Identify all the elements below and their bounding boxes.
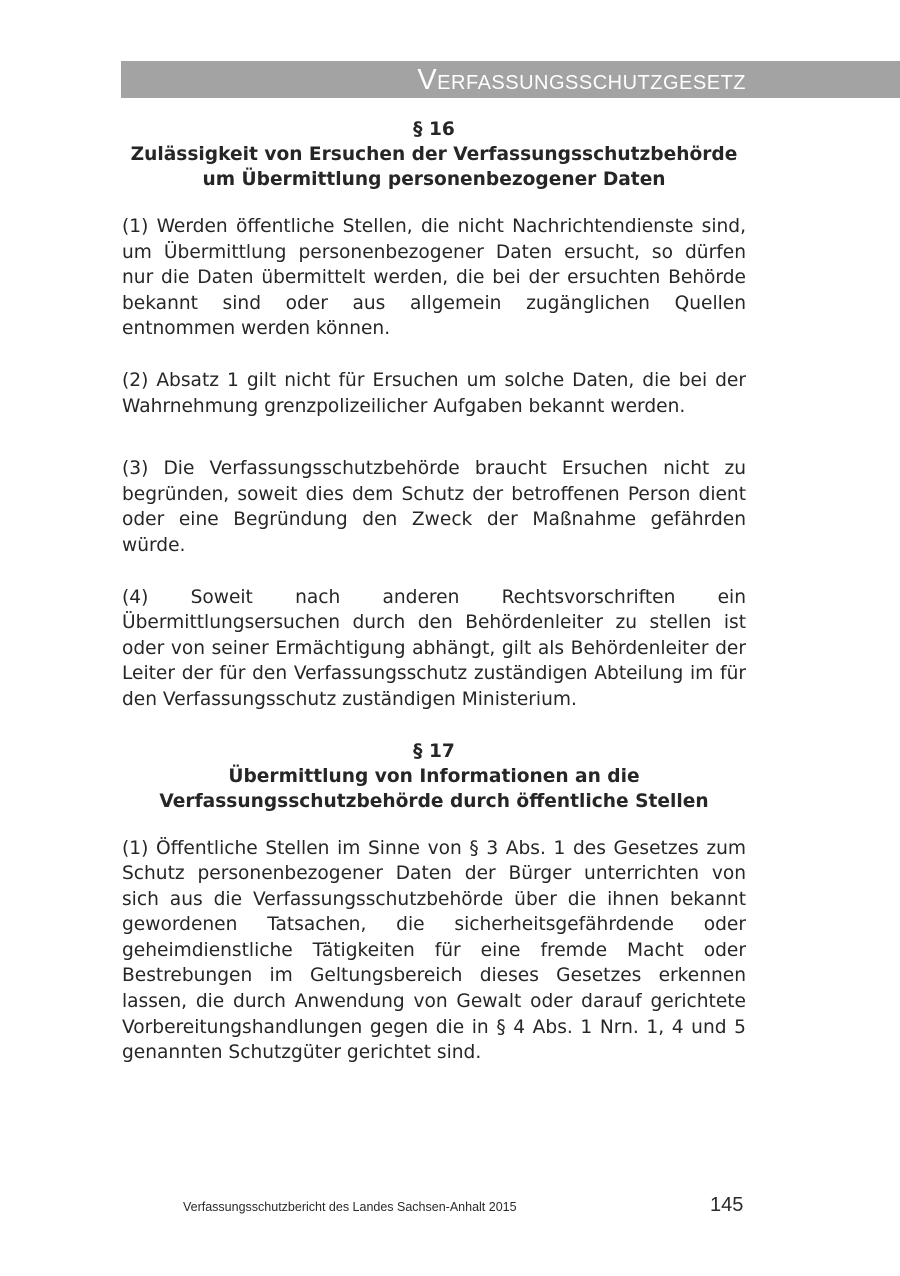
- section-16-paragraph-3: (3) Die Verfassungsschutzbehörde braucht Ersuchen nicht zu begründen, soweit dies dem Schutz der betroffenen Person dient oder eine Begründung den Zweck der Maßnahme gefährden würde.: [122, 458, 746, 556]
- footer-publication-title: Verfassungsschutzbericht des Landes Sachsen-Anhalt 2015: [183, 1200, 517, 1214]
- section-17-title-line1: Übermittlung von Informationen an die: [228, 765, 640, 787]
- document-body: [122, 117, 746, 1066]
- section-17-paragraph-1: (1) Öffentliche Stellen im Sinne von § 3 Abs. 1 des Gesetzes zum Schutz personenbezogener Daten der Bürger unterrichten von sich aus die Verfassungsschutzbehörde über die ihnen bekannt gewordenen Tatsachen, die sicherheitsgefährdende oder geheimdienstliche Tätigkeiten für eine fremde Macht oder Bestrebungen im Geltungsbereich dieses Gesetzes erkennen lassen, die durch Anwendung von Gewalt oder darauf gerichtete Vorbereitungshandlungen gegen die in § 4 Abs. 1 Nrn. 1, 4 und 5 genannten Schutzgüter gerichtet sind.: [122, 837, 746, 1064]
- section-16-title-line2: um Übermittlung personenbezogener Daten: [202, 169, 666, 190]
- section-17-number: § 17: [413, 740, 455, 762]
- section-16-title-line1: Zulässigkeit von Ersuchen der Verfassungsschutzbehörde: [130, 144, 738, 165]
- section-16-paragraph-4: (4) Soweit nach anderen Rechtsvorschriften ein Übermittlungsersuchen durch den Behördenleiter zu stellen ist oder von seiner Ermächtigung abhängt, gilt als Behördenleiter der Leiter der für den Verfassungsschutz zuständigen Abteilung im für den Verfassungsschutz zuständigen Ministerium.: [122, 586, 746, 710]
- section-17-title-line2: Verfassungsschutzbehörde durch öffentliche Stellen: [159, 790, 709, 812]
- running-header-title: Verfassungsschutzgesetz: [417, 64, 746, 96]
- section-16-paragraph-2: (2) Absatz 1 gilt nicht für Ersuchen um solche Daten, die bei der Wahrnehmung grenzpolizeilicher Aufgaben bekannt werden.: [122, 369, 746, 417]
- header-bar: [121, 61, 900, 98]
- section-16-number: § 16: [413, 119, 455, 140]
- page-number: 145: [710, 1194, 744, 1216]
- section-16-paragraph-1: (1) Werden öffentliche Stellen, die nicht Nachrichtendienste sind, um Übermittlung personenbezogener Daten ersucht, so dürfen nur die Daten übermittelt werden, die bei der ersuchten Behörde bekannt sind oder aus allgemein zugänglichen Quellen entnommen werden können.: [122, 216, 746, 340]
